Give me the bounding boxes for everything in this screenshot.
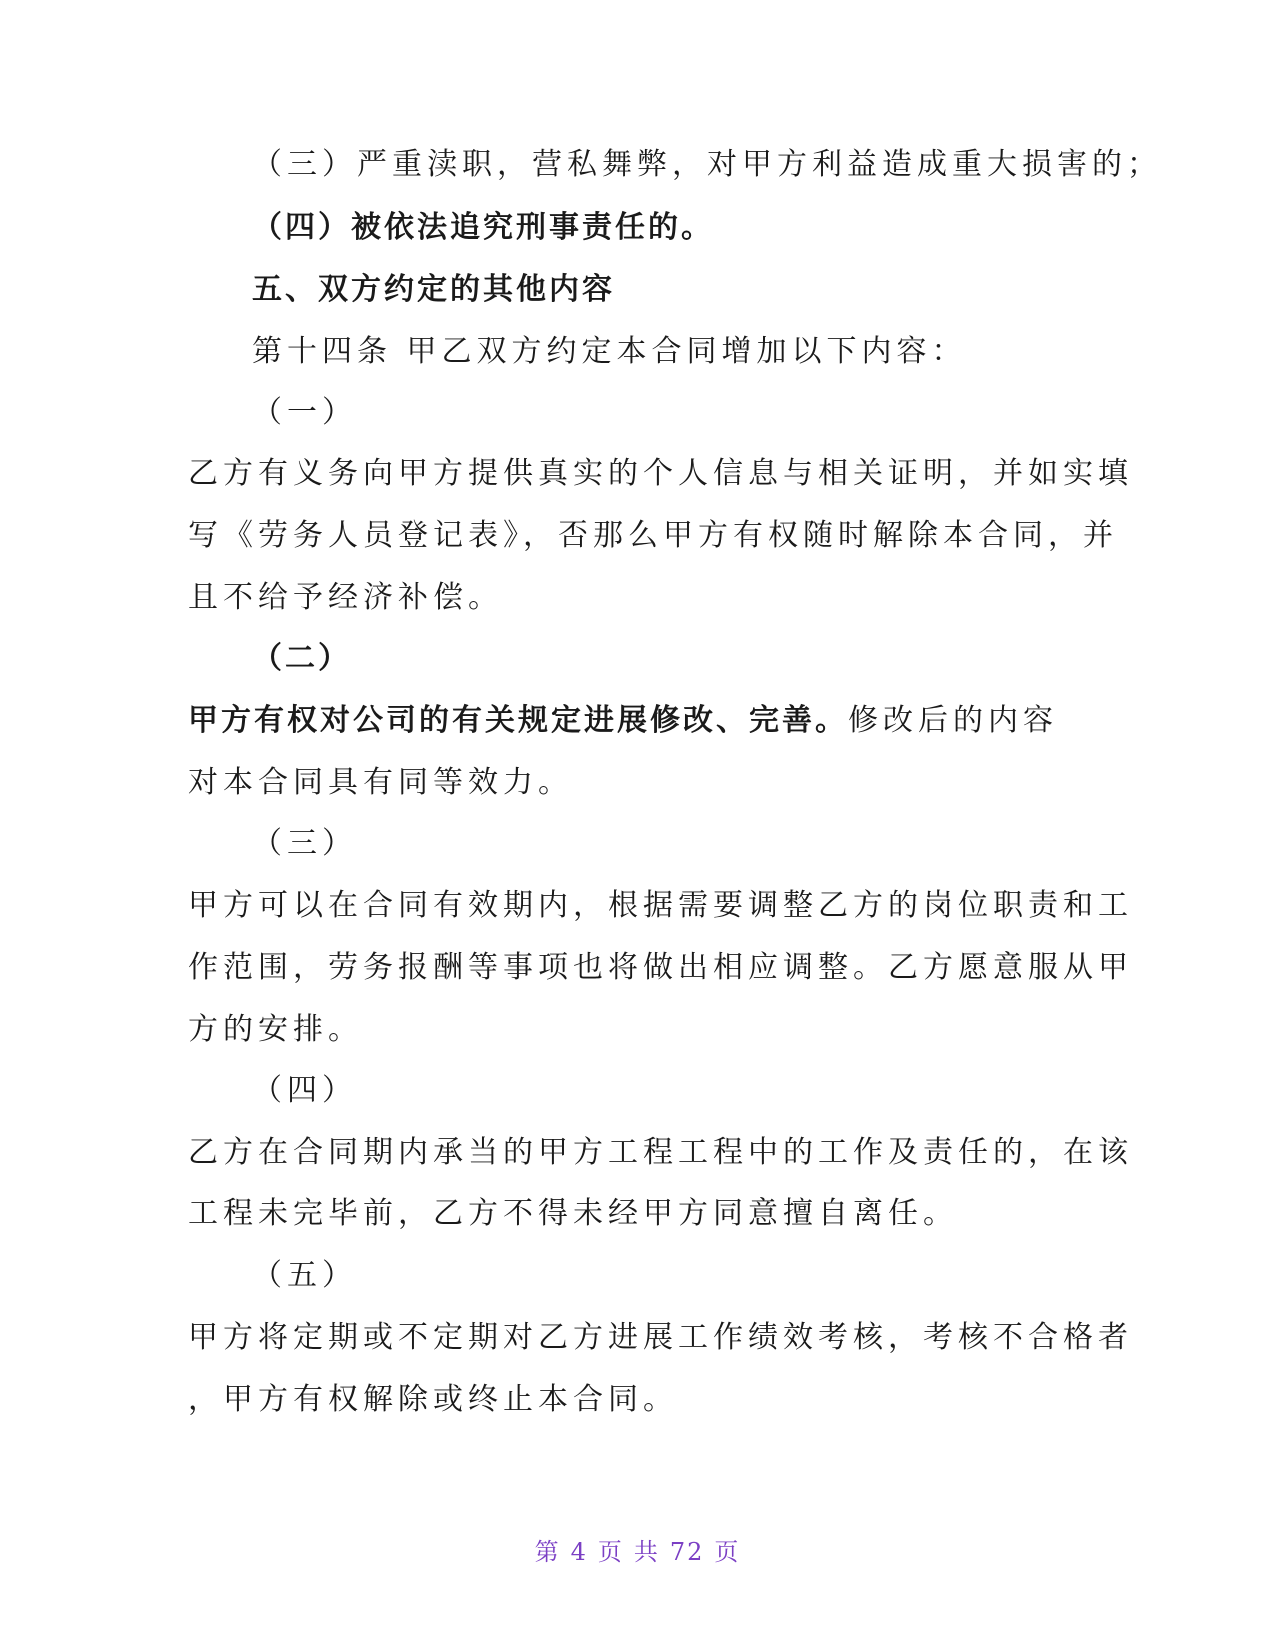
sub-item-1-label: （一）: [252, 395, 357, 430]
footer-total-label: 共: [633, 1538, 660, 1566]
page-footer: [0, 1532, 1275, 1567]
footer-page-unit: 页: [597, 1538, 624, 1566]
clause-item-4: （四）被依法追究刑事责任的。: [252, 210, 714, 245]
sub-item-2-bold-text: 甲方有权对公司的有关规定进展修改、完善。: [188, 703, 848, 738]
footer-suffix: 页: [714, 1538, 741, 1566]
sub-item-5-label: （五）: [252, 1258, 357, 1293]
sub-item-2-text-line-2: 对本合同具有同等效力。: [188, 765, 573, 800]
section-heading-5: 五、双方约定的其他内容: [252, 272, 615, 307]
article-14-title: 第十四条 甲乙双方约定本合同增加以下内容：: [252, 334, 967, 369]
sub-item-3-label: （三）: [252, 826, 357, 861]
footer-prefix: 第: [534, 1538, 561, 1566]
footer-page-number: 4: [570, 1538, 588, 1566]
sub-item-4-text-line-2: 工程未完毕前，乙方不得未经甲方同意擅自离任。: [188, 1196, 958, 1231]
sub-item-1-text-line-3: 且不给予经济补偿。: [188, 580, 503, 615]
sub-item-3-text-line-1: 甲方可以在合同有效期内，根据需要调整乙方的岗位职责和工: [188, 888, 1133, 923]
sub-item-2-normal-text: 修改后的内容: [848, 703, 1058, 738]
sub-item-3-text-line-2: 作范围，劳务报酬等事项也将做出相应调整。乙方愿意服从甲: [188, 950, 1133, 985]
clause-item-3: （三）严重渎职，营私舞弊，对甲方利益造成重大损害的；: [252, 147, 1162, 182]
sub-item-1-text-line-2: 写《劳务人员登记表》，否那么甲方有权随时解除本合同，并: [188, 518, 1118, 553]
sub-item-2-text-line-1: [188, 703, 1058, 739]
sub-item-5-text-line-2: ，甲方有权解除或终止本合同。: [188, 1382, 678, 1417]
sub-item-1-text-line-1: 乙方有义务向甲方提供真实的个人信息与相关证明，并如实填: [188, 456, 1133, 491]
sub-item-4-label: （四）: [252, 1073, 357, 1108]
sub-item-4-text-line-1: 乙方在合同期内承当的甲方工程工程中的工作及责任的，在该: [188, 1135, 1133, 1170]
footer-total-pages: 72: [669, 1538, 705, 1566]
sub-item-5-text-line-1: 甲方将定期或不定期对乙方进展工作绩效考核，考核不合格者: [188, 1320, 1133, 1355]
sub-item-3-text-line-3: 方的安排。: [188, 1012, 363, 1047]
sub-item-2-label: （二）: [252, 641, 351, 676]
